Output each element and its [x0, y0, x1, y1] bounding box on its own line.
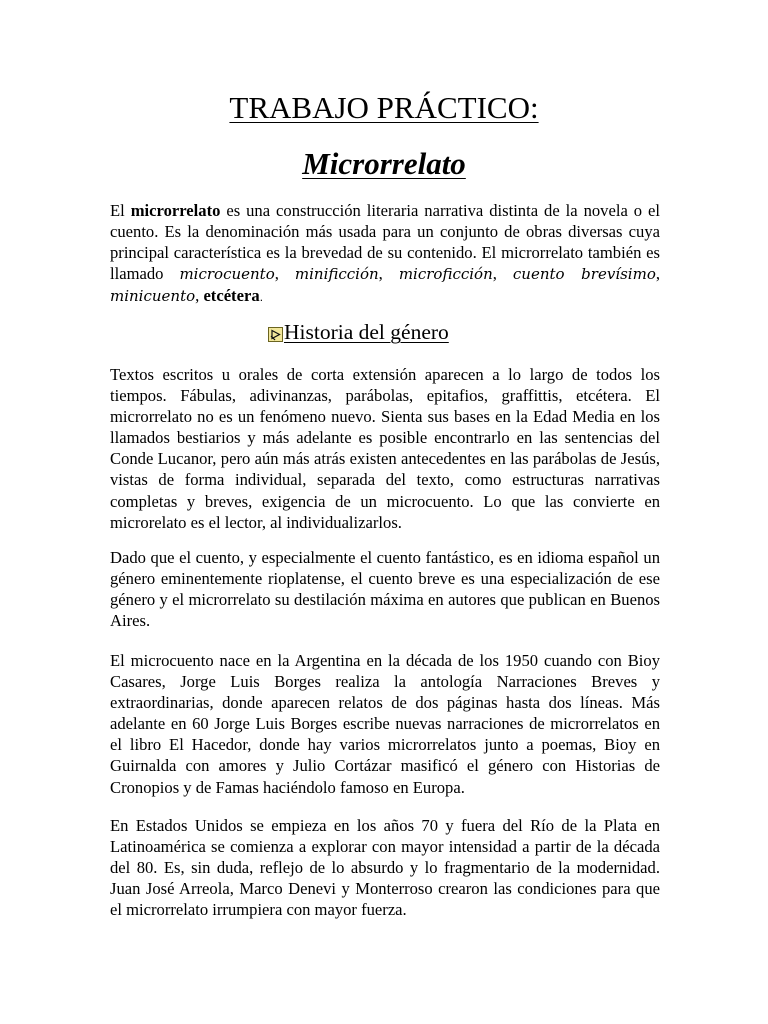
separator: ,: [378, 264, 399, 284]
separator: ,: [655, 264, 661, 284]
alt-name-minificcion: minificción: [294, 265, 379, 284]
alt-name-minicuento: minicuento: [110, 287, 196, 306]
section-heading: [268, 322, 449, 344]
intro-paragraph: [110, 200, 660, 308]
separator: ,: [195, 286, 204, 306]
intro-end: .: [259, 291, 264, 305]
intro-text: es una construcción literaria narrativa distinta de la novela o el cuento. Es la denominación más usada para un conjunto de obras diversas cuya principal característica es la brevedad de su contenido. El microrrelato también es llamado: [110, 201, 660, 284]
page-title: TRABAJO PRÁCTICO:: [229, 90, 539, 125]
intro-term: microrrelato: [130, 201, 221, 220]
alt-name-microcuento: microcuento: [179, 265, 275, 284]
history-paragraph-1: Textos escritos u orales de corta extensión aparecen a lo largo de todos los tiempos. Fábulas, adivinanzas, parábolas, epitafios, graffittis, etcétera. El microrrelato no es un fenómeno nuevo. Sienta sus bases en la Edad Media en los llamados bestiarios y más adelante es posible encontrarlo en las sentencias del Conde Lucanor, pero aún más atrás existen antecedentes en las parábolas de Jesús, vistas de forma individual, separada del texto, como estructuras narrativas completas y breves, exigencia de un microcuento. Lo que las convierte en microrelato es el lector, al individualizarlos.: [110, 365, 660, 532]
separator: ,: [274, 264, 295, 284]
page-subtitle: Microrrelato: [302, 146, 466, 181]
ornamental-bullet-icon: [268, 325, 283, 340]
intro-lead: El: [110, 201, 131, 220]
history-paragraph-2: Dado que el cuento, y especialmente el cuento fantástico, es en idioma español un género eminentemente rioplatense, el cuento breve es una especialización de ese género y el microrrelato su destilación máxima en autores que publican en Buenos Aires.: [110, 548, 660, 631]
history-paragraph-4: En Estados Unidos se empieza en los años 70 y fuera del Río de la Plata en Latinoamérica se comienza a explorar con mayor intensidad a partir de la década del 80. Es, sin duda, reflejo de lo absurdo y lo fragmentario de la modernidad. Juan José Arreola, Marco Denevi y Monterroso crearon las condiciones para que el microrrelato irrumpiera con mayor fuerza.: [110, 816, 660, 920]
alt-name-cuento-brevisimo: cuento brevísimo: [512, 265, 656, 284]
etcetera-term: etcétera: [203, 286, 260, 306]
history-paragraph-3: El microcuento nace en la Argentina en la década de los 1950 cuando con Bioy Casares, Jorge Luis Borges realiza la antología Narraciones Breves y extraordinarias, donde aparecen relatos de dos páginas hasta dos líneas. Más adelante en 60 Jorge Luis Borges escribe nuevas narraciones de microrrelatos en el libro El Hacedor, donde hay varios microrrelatos junto a poemas, Bioy en Guirnalda con amores y Julio Cortázar masificó el género con Historias de Cronopios y de Famas haciéndolo famoso en Europa.: [110, 651, 660, 797]
alt-name-microficcion: microficción: [398, 265, 493, 284]
section-heading-label: Historia del género: [284, 320, 449, 344]
separator: ,: [492, 264, 513, 284]
